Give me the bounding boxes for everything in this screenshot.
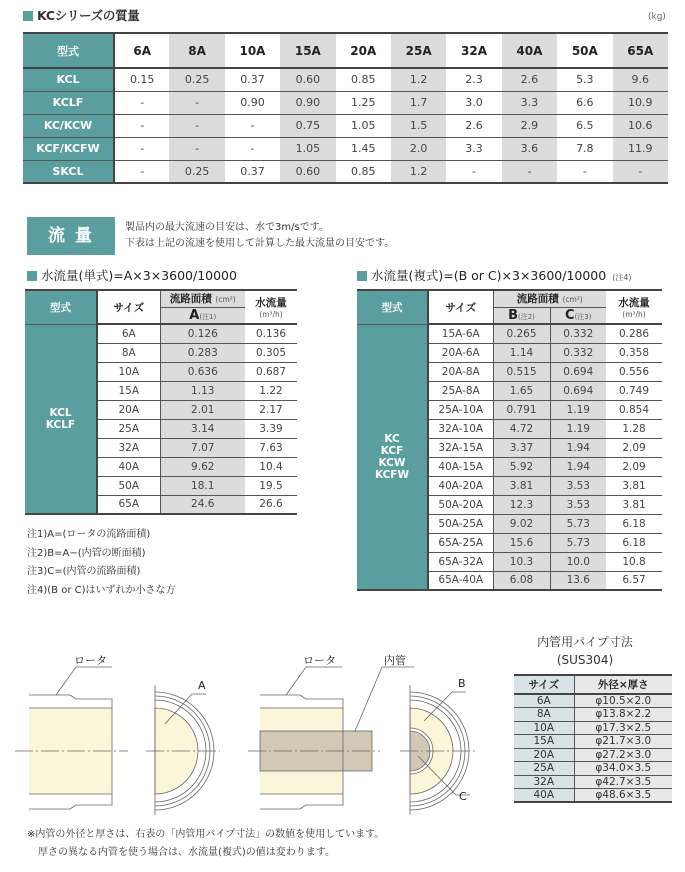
flow-cell: 0.749 <box>606 381 662 400</box>
flow-desc-line1: 製品内の最大流速の目安は、水で3m/sです。 <box>125 222 329 233</box>
model-line: KCW <box>378 456 406 469</box>
c-area-cell: 0.332 <box>550 324 606 343</box>
flow-header <box>245 290 297 324</box>
table-row <box>514 789 672 803</box>
c-area-cell: 13.6 <box>550 571 606 590</box>
pipe-size-cell: 6A <box>514 694 574 708</box>
flow-notes <box>27 526 176 600</box>
mass-header-row <box>23 33 668 68</box>
table-row <box>23 114 668 137</box>
size-cell: 20A <box>97 400 160 419</box>
label-inner-pipe: 内管 <box>384 654 406 667</box>
table-row <box>514 735 672 749</box>
c-area-cell: 1.94 <box>550 438 606 457</box>
pipe-title-line2: (SUS304) <box>556 653 614 667</box>
pipe-dim-cell: φ13.8×2.2 <box>574 708 672 722</box>
mass-title-text: KCシリーズの質量 <box>37 8 140 23</box>
mass-value-cell: 0.15 <box>114 68 169 91</box>
size-cell: 25A-8A <box>428 381 493 400</box>
double-formula-note: (注4) <box>612 273 632 282</box>
size-cell: 40A <box>97 457 160 476</box>
mass-value-cell: 1.05 <box>280 137 335 160</box>
pipe-size-cell: 20A <box>514 748 574 762</box>
mass-value-cell: 1.5 <box>391 114 446 137</box>
footnote-line2: 厚さの異なる内管を使う場合は、水流量(複式)の値は変わります。 <box>38 847 336 858</box>
c-area-cell: 5.73 <box>550 533 606 552</box>
size-header: サイズ <box>97 290 160 324</box>
mass-value-cell: 1.7 <box>391 91 446 114</box>
mass-value-cell: 0.60 <box>280 68 335 91</box>
table-row <box>23 137 668 160</box>
single-flow-table <box>25 289 297 515</box>
a-area-cell: 1.13 <box>160 381 245 400</box>
model-cell <box>357 324 428 590</box>
a-area-cell: 0.636 <box>160 362 245 381</box>
size-header: サイズ <box>428 290 493 324</box>
col-header: 65A <box>613 33 668 68</box>
footnote-line1: ※内管の外径と厚さは、右表の「内管用パイプ寸法」の数値を使用しています。 <box>27 829 385 840</box>
single-rotor-side-view <box>15 667 128 809</box>
a-area-cell: 18.1 <box>160 476 245 495</box>
col-header: 10A <box>225 33 280 68</box>
pipe-size-cell: 8A <box>514 708 574 722</box>
size-cell: 32A <box>97 438 160 457</box>
b-area-cell: 6.08 <box>493 571 550 590</box>
size-cell: 20A-6A <box>428 343 493 362</box>
pipe-size-cell: 10A <box>514 721 574 735</box>
b-area-cell: 0.791 <box>493 400 550 419</box>
table-row <box>514 721 672 735</box>
flow-badge: 流 量 <box>27 217 115 255</box>
flow-cell: 3.81 <box>606 495 662 514</box>
table-row <box>357 324 662 343</box>
size-cell: 50A-20A <box>428 495 493 514</box>
col-header: 20A <box>336 33 391 68</box>
area-header-text: 流路面積 <box>169 293 212 306</box>
c-area-cell: 3.53 <box>550 495 606 514</box>
pipe-dim-cell: φ48.6×3.5 <box>574 789 672 803</box>
b-area-cell: 1.14 <box>493 343 550 362</box>
pipe-section-title <box>500 633 670 669</box>
size-cell: 25A-10A <box>428 400 493 419</box>
label-c: C <box>459 790 467 803</box>
b-area-cell: 12.3 <box>493 495 550 514</box>
area-header <box>493 290 606 307</box>
label-a: A <box>198 679 206 692</box>
col-header: 25A <box>391 33 446 68</box>
model-cell: KCLF <box>23 91 114 114</box>
pipe-dimension-table <box>514 674 672 803</box>
flow-cell: 0.556 <box>606 362 662 381</box>
double-formula <box>357 266 632 284</box>
table-row <box>514 694 672 708</box>
size-cell: 15A-6A <box>428 324 493 343</box>
flow-cell: 2.09 <box>606 438 662 457</box>
area-unit: (cm²) <box>562 295 583 305</box>
mass-value-cell: 3.0 <box>446 91 501 114</box>
mass-value-cell: 1.05 <box>336 114 391 137</box>
note-4: 注4)(B or C)はいずれか小さな方 <box>27 584 176 596</box>
flow-unit: (m³/h) <box>259 310 283 319</box>
mass-value-cell: - <box>169 137 224 160</box>
mass-value-cell: - <box>169 114 224 137</box>
mass-value-cell: 2.3 <box>446 68 501 91</box>
pipe-size-cell: 32A <box>514 775 574 789</box>
table-row <box>514 708 672 722</box>
flow-cell: 0.687 <box>245 362 297 381</box>
mass-value-cell: 1.2 <box>391 68 446 91</box>
col-header: 50A <box>557 33 612 68</box>
model-line: KC <box>384 432 400 445</box>
c-area-cell: 1.19 <box>550 419 606 438</box>
flow-header <box>606 290 662 324</box>
flow-cell: 7.63 <box>245 438 297 457</box>
table-row <box>514 775 672 789</box>
col-header: 6A <box>114 33 169 68</box>
size-cell: 25A <box>97 419 160 438</box>
flow-cell: 10.8 <box>606 552 662 571</box>
size-cell: 40A-15A <box>428 457 493 476</box>
a-area-cell: 0.283 <box>160 343 245 362</box>
mass-value-cell: - <box>225 114 280 137</box>
mass-value-cell: - <box>225 137 280 160</box>
mass-value-cell: 2.0 <box>391 137 446 160</box>
flow-cell: 26.6 <box>245 495 297 514</box>
flow-cell: 1.28 <box>606 419 662 438</box>
b-area-cell: 15.6 <box>493 533 550 552</box>
mass-value-cell: 0.60 <box>280 160 335 183</box>
single-rotor-end-view <box>146 685 220 815</box>
rotor-cross-section-diagram <box>0 640 500 820</box>
b-area-cell: 0.265 <box>493 324 550 343</box>
b-note: (注2) <box>518 312 535 321</box>
pipe-dim-cell: φ10.5×2.0 <box>574 694 672 708</box>
size-cell: 32A-15A <box>428 438 493 457</box>
mass-value-cell: 7.8 <box>557 137 612 160</box>
square-bullet-icon <box>23 11 33 21</box>
c-note: (注3) <box>574 312 592 321</box>
pipe-size-cell: 15A <box>514 735 574 749</box>
mass-table <box>23 32 668 184</box>
label-b: B <box>458 677 466 690</box>
flow-description <box>125 220 394 252</box>
c-area-cell: 0.694 <box>550 381 606 400</box>
model-line: KCLF <box>45 418 76 431</box>
mass-value-cell: - <box>502 160 557 183</box>
a-area-cell: 24.6 <box>160 495 245 514</box>
size-cell: 65A-32A <box>428 552 493 571</box>
pipe-size-header: サイズ <box>514 675 574 694</box>
size-cell: 65A-40A <box>428 571 493 590</box>
mass-value-cell: 0.85 <box>336 68 391 91</box>
mass-value-cell: 9.6 <box>613 68 668 91</box>
col-header: 15A <box>280 33 335 68</box>
table-row <box>514 748 672 762</box>
model-cell: KC/KCW <box>23 114 114 137</box>
mass-value-cell: 1.25 <box>336 91 391 114</box>
c-area-cell: 1.94 <box>550 457 606 476</box>
flow-header-text: 水流量 <box>618 297 650 309</box>
mass-value-cell: 2.9 <box>502 114 557 137</box>
mass-value-cell: - <box>582 164 587 178</box>
b-area-cell: 0.515 <box>493 362 550 381</box>
mass-value-cell: 3.3 <box>502 91 557 114</box>
mass-section-title <box>23 6 139 24</box>
flow-cell: 6.18 <box>606 514 662 533</box>
c-area-cell: 3.53 <box>550 476 606 495</box>
pipe-dim-cell: φ27.2×3.0 <box>574 748 672 762</box>
area-unit: (cm²) <box>215 295 236 305</box>
mass-value-cell: 5.3 <box>557 68 612 91</box>
flow-desc-line2: 下表は上記の流速を使用して計算した最大流量の目安です。 <box>125 238 395 249</box>
table-row <box>23 68 668 91</box>
model-header: 型式 <box>23 33 114 68</box>
mass-value-cell: - <box>114 137 169 160</box>
mass-value-cell: 0.37 <box>225 68 280 91</box>
label-rotor-1: ロータ <box>74 654 107 667</box>
single-formula-text: 水流量(単式)=A×3×3600/10000 <box>41 268 237 283</box>
b-area-cell: 5.92 <box>493 457 550 476</box>
pipe-dim-cell: φ42.7×3.5 <box>574 775 672 789</box>
c-area-cell: 5.73 <box>550 514 606 533</box>
b-area-cell: 1.65 <box>493 381 550 400</box>
mass-value-cell: 0.37 <box>240 164 265 178</box>
b-area-cell: 3.81 <box>493 476 550 495</box>
double-header-row-1 <box>357 290 662 307</box>
a-area-cell: 7.07 <box>160 438 245 457</box>
flow-header-text: 水流量 <box>255 297 287 309</box>
size-cell: 6A <box>97 324 160 343</box>
a-area-cell: 9.62 <box>160 457 245 476</box>
single-header-row-1 <box>25 290 297 307</box>
b-area-cell: 4.72 <box>493 419 550 438</box>
c-area-cell: 0.332 <box>550 343 606 362</box>
flow-cell: 10.4 <box>245 457 297 476</box>
pipe-dim-header: 外径×厚さ <box>574 675 672 694</box>
mass-value-cell: 0.75 <box>280 114 335 137</box>
flow-cell: 2.09 <box>606 457 662 476</box>
model-header: 型式 <box>25 290 97 324</box>
mass-value-cell: 6.6 <box>557 91 612 114</box>
mass-value-cell: 6.5 <box>557 114 612 137</box>
pipe-dim-cell: φ34.0×3.5 <box>574 762 672 776</box>
flow-cell: 0.854 <box>606 400 662 419</box>
pipe-dim-cell: φ21.7×3.0 <box>574 735 672 749</box>
col-header: 8A <box>169 33 224 68</box>
mass-value-cell: - <box>114 114 169 137</box>
size-cell: 20A-8A <box>428 362 493 381</box>
a-note: (注1) <box>199 312 217 321</box>
table-row <box>25 324 297 343</box>
table-row <box>23 91 668 114</box>
flow-cell: 3.39 <box>245 419 297 438</box>
pipe-size-cell: 25A <box>514 762 574 776</box>
mass-value-cell: 0.25 <box>169 68 224 91</box>
size-cell: 10A <box>97 362 160 381</box>
mass-value-cell: 1.45 <box>336 137 391 160</box>
size-cell: 40A-20A <box>428 476 493 495</box>
double-rotor-side-view <box>248 667 414 809</box>
label-rotor-2: ロータ <box>303 654 336 667</box>
note-2: 注2)B=A−(内管の断面積) <box>27 547 146 559</box>
mass-value-cell: 0.90 <box>280 91 335 114</box>
mass-value-cell: - <box>169 91 224 114</box>
size-cell: 50A-25A <box>428 514 493 533</box>
c-label: C <box>565 307 575 323</box>
size-cell: 8A <box>97 343 160 362</box>
flow-cell: 2.17 <box>245 400 297 419</box>
double-flow-table <box>357 289 662 591</box>
a-label: A <box>189 307 200 323</box>
size-cell: 32A-10A <box>428 419 493 438</box>
model-cell <box>25 324 97 514</box>
size-cell: 65A-25A <box>428 533 493 552</box>
area-header-text: 流路面積 <box>516 293 559 306</box>
b-area-cell: 3.37 <box>493 438 550 457</box>
model-cell: SKCL <box>23 160 114 183</box>
b-area-cell: 9.02 <box>493 514 550 533</box>
size-cell: 65A <box>97 495 160 514</box>
col-header: 40A <box>502 33 557 68</box>
size-cell: 15A <box>97 381 160 400</box>
flow-cell: 6.18 <box>606 533 662 552</box>
model-header: 型式 <box>357 290 428 324</box>
c-area-cell: 10.0 <box>550 552 606 571</box>
mass-value-cell: 1.2 <box>391 160 446 183</box>
col-header: 32A <box>446 33 501 68</box>
mass-value-cell: 0.85 <box>351 164 376 178</box>
mass-value-cell: 11.9 <box>613 137 668 160</box>
mass-value-cell: 10.9 <box>613 91 668 114</box>
single-formula <box>27 266 237 284</box>
model-line: KCF <box>380 444 404 457</box>
mass-value-cell: 2.6 <box>446 114 501 137</box>
model-line: KCFW <box>374 468 410 481</box>
table-row <box>514 762 672 776</box>
flow-cell: 0.286 <box>606 324 662 343</box>
double-formula-text: 水流量(複式)=(B or C)×3×3600/10000 <box>371 268 607 283</box>
table-row <box>23 160 668 183</box>
size-cell: 50A <box>97 476 160 495</box>
c-area-cell: 1.19 <box>550 400 606 419</box>
mass-value-cell: - <box>472 164 477 178</box>
flow-cell: 0.136 <box>245 324 297 343</box>
b-header <box>493 307 550 324</box>
note-1: 注1)A=(ロータの流路面積) <box>27 529 151 540</box>
c-area-cell: 0.694 <box>550 362 606 381</box>
model-cell: KCF/KCFW <box>23 137 114 160</box>
mass-value-cell: 3.3 <box>446 137 501 160</box>
mass-value-cell: 10.6 <box>613 114 668 137</box>
mass-value-cell: - <box>114 91 169 114</box>
mass-value-cell: - <box>613 160 668 183</box>
flow-cell: 19.5 <box>245 476 297 495</box>
flow-cell: 0.305 <box>245 343 297 362</box>
flow-cell: 1.22 <box>245 381 297 400</box>
model-cell: KCL <box>23 68 114 91</box>
flow-unit: (m³/h) <box>622 310 646 319</box>
pipe-title-line1: 内管用パイプ寸法 <box>537 635 633 649</box>
c-header <box>550 307 606 324</box>
footnote <box>27 826 384 862</box>
a-area-cell: 2.01 <box>160 400 245 419</box>
pipe-header-row <box>514 675 672 694</box>
flow-cell: 0.358 <box>606 343 662 362</box>
flow-cell: 6.57 <box>606 571 662 590</box>
pipe-dim-cell: φ17.3×2.5 <box>574 721 672 735</box>
a-area-cell: 3.14 <box>160 419 245 438</box>
mass-value-cell: 2.6 <box>502 68 557 91</box>
b-area-cell: 10.3 <box>493 552 550 571</box>
flow-cell: 3.81 <box>606 476 662 495</box>
note-3: 注3)C=(内管の流路面積) <box>27 566 141 577</box>
mass-value-cell: 3.6 <box>502 137 557 160</box>
mass-value-cell: 0.90 <box>225 91 280 114</box>
a-header <box>160 307 245 324</box>
square-bullet-icon <box>27 271 37 281</box>
mass-value-cell: 0.25 <box>169 160 224 183</box>
mass-unit: (kg) <box>648 12 666 22</box>
area-header <box>160 290 245 307</box>
model-line: KCL <box>49 406 72 419</box>
a-area-cell: 0.126 <box>160 324 245 343</box>
pipe-size-cell: 40A <box>514 789 574 803</box>
mass-value-cell: - <box>140 164 145 178</box>
square-bullet-icon <box>357 271 367 281</box>
b-label: B <box>508 307 518 323</box>
